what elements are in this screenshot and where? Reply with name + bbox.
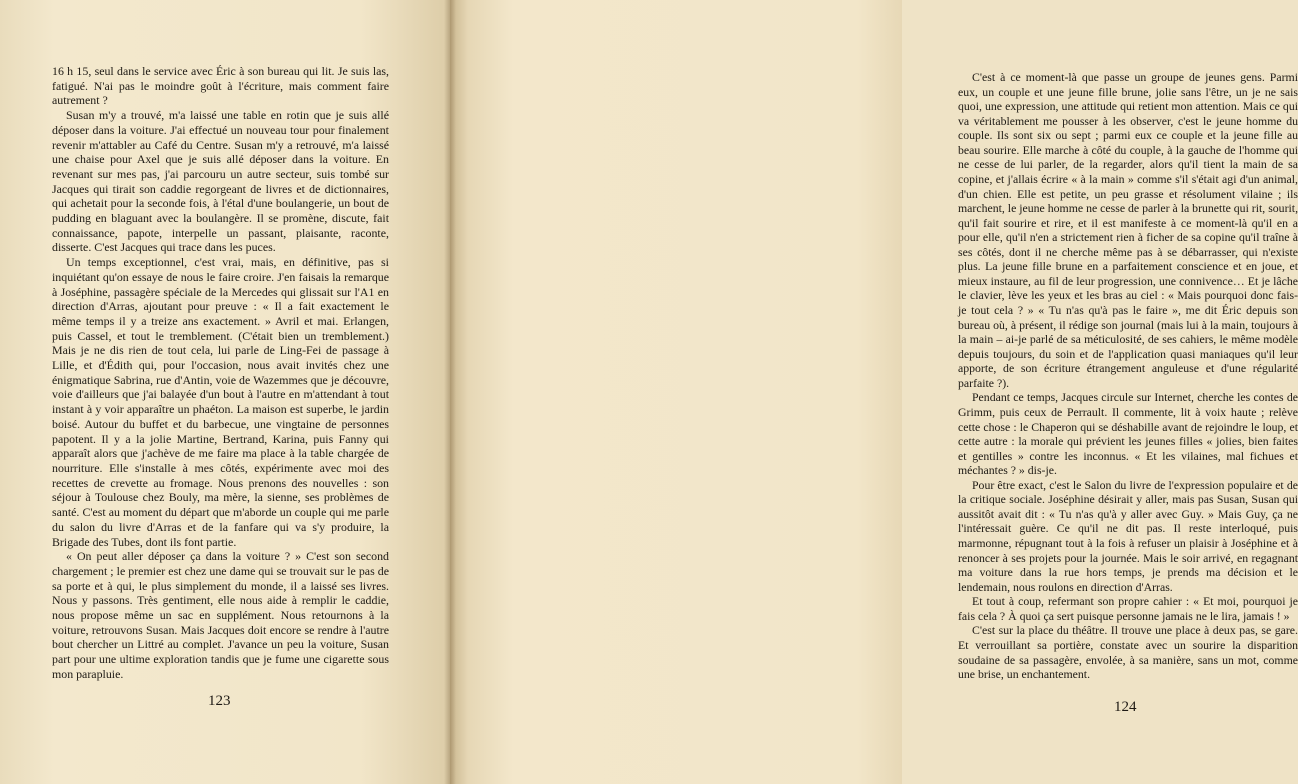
paragraph: C'est sur la place du théâtre. Il trouve une place à deux pas, se gare. Et verrouillant sa portière, constate avec un sourire la disparition soudaine de sa passagère, envolée, à sa manière, sans un mot, comme une brise, un enchantement. — [958, 623, 1298, 682]
page-number-right: 124 — [1114, 699, 1137, 715]
paragraph: Pendant ce temps, Jacques circule sur Internet, cherche les contes de Grimm, puis ceux de Perrault. Il commente, lit à voix haute ; relève cette chose : le Chaperon qui se déshabille avant de rejoindre le loup, et cette autre : la morale qui prévient les jeunes filles « jolies, bien faites et gentilles » contre les inconnus. « Et les vilaines, mal fichues et méchantes ? » dis-je. — [958, 390, 1298, 478]
book-gutter — [444, 0, 456, 784]
paragraph: 16 h 15, seul dans le service avec Éric à son bureau qui lit. Je suis las, fatigué. N'ai pas le moindre goût à l'écriture, mais comment faire autrement ? — [52, 64, 389, 108]
paragraph: Pour être exact, c'est le Salon du livre de l'expression populaire et de la critique sociale. Joséphine désirait y aller, mais pas Susan, Susan qui aussitôt avait dit : « Tu n'as qu'à y aller avec Guy. » Mais Guy, ça ne l'intéressait guère. Ce qu'il ne dit pas. Il reste interloqué, puis marmonne, répugnant tout à la fois à refuser un plaisir à Joséphine et à renoncer à ses projets pour la journée. Mais le soir arrivé, en regagnant ma voiture dans la rue hors temps, je prends ma décision et le lendemain, nous roulons en direction d'Arras. — [958, 477, 1298, 594]
paragraph: C'est à ce moment-là que passe un groupe de jeunes gens. Parmi eux, un couple et une jeune fille brune, jolie sans l'être, un je ne sais quoi, une expression, une attitude qui retient mon attention. Mais ce qui va véritablement me pousser à les observer, c'est le jeune homme du couple. Ils sont six ou sept ; parmi eux ce couple et la jeune fille au beau sourire. Elle marche à côté du couple, à la gauche de l'homme qui ne cesse de lui parler, de la regarder, alors qu'il tient la main de sa copine, et j'allais écrire « à la main » comme s'il s'était agi d'un animal, d'un chien. Elle est petite, un peu grasse et résolument vilaine ; ils marchent, le jeune homme ne cesse de parler à la brunette qui rit, sourit, qu'il fait sourire et rire, et il est manifeste à ce moment-là qu'il en a pour elle, qu'il n'en a strictement rien à ficher de sa copine qu'il traîne à ses côtés, dont il ne cherche même pas à se débarrasser, qui n'existe plus. La jeune fille brune en a parfaitement conscience et en joue, et mieux instaure, au fil de leur progression, une connivence… Et je lâche le clavier, lève les yeux et les bras au ciel : « Mais pourquoi donc fais-je tout cela ? » « Tu n'as qu'à pas le faire », me dit Éric depuis son bureau où, à présent, il rédige son journal (mais lui à la main, toujours à la main – ai-je parlé de sa méticulosité, de ses cahiers, le même modèle depuis toujours, du soin et de l'application quasi maniaques qu'il leur apporte, de son écriture étrangement anguleuse et d'une régularité parfaite ?). — [958, 70, 1298, 390]
paragraph: Et tout à coup, refermant son propre cahier : « Et moi, pourquoi je fais cela ? À quoi ça sert puisque personne jamais ne le lira, jamais ! » — [958, 594, 1298, 623]
paragraph: « On peut aller déposer ça dans la voiture ? » C'est son second chargement ; le premier est chez une dame qui se trouvait sur le pas de sa porte et à qui, le plus simplement du monde, il a laissé ses livres. Nous y passons. Très gentiment, elle nous aide à remplir le caddie, nous propose même un sac en supplément. Nous retournons à la voiture, retrouvons Susan. Mais Jacques doit encore se rendre à l'autre bout chercher un Littré au complet. J'avance un peu la voiture, Susan part pour une ultime exploration tandis que je fume une cigarette sous mon parapluie. — [52, 549, 389, 681]
right-page-text — [958, 70, 1298, 682]
paragraph: Susan m'y a trouvé, m'a laissé une table en rotin que je suis allé déposer dans la voiture. J'ai effectué un nouveau tour pour finalement revenir m'attabler au Café du Centre. Susan m'y a retrouvé, m'a laissé une chaise pour Axel que je suis allé déposer dans la voiture. En revenant sur mes pas, j'ai parcouru un autre secteur, suis tombé sur Jacques qui tirait son caddie regorgeant de livres et de dictionnaires, qui achetait pour la seconde fois, à l'étal d'une boulangerie, un bout de pudding en blaguant avec la boulangère. Il se promène, discute, fait connaissance, papote, interpelle un passant, plaisante, raconte, disserte. C'est Jacques qui trace dans les puces. — [52, 108, 389, 255]
right-page — [450, 0, 1298, 784]
left-page — [0, 0, 450, 784]
page-number-left: 123 — [208, 693, 231, 709]
left-page-text — [52, 64, 389, 682]
paragraph: Un temps exceptionnel, c'est vrai, mais, en définitive, pas si inquiétant qu'on essaye de nous le faire croire. J'en faisais la remarque à Joséphine, passagère spéciale de la Mercedes qui glissait sur l'A1 en direction d'Arras, ajoutant pour preuve : « Il a fait exactement le même temps il y a treize ans exactement. » Avril et mai. Erlangen, puis Cassel, et tout le tremblement. (C'était bien un tremblement.) Mais je ne dis rien de tout cela, lui parle de Ling-Fei de passage à Lille, et d'Édith qui, pour l'occasion, nous avait invités chez une énigmatique Sabrina, rue d'Antin, voie de Wazemmes que je découvre, voie d'ailleurs que j'ai balayée d'un bout à l'autre en m'attendant à tout instant à y voir apparaître un phaéton. La maison est superbe, le jardin boisé. Autour du buffet et du barbecue, une vingtaine de personnes papotent. Il y a la jolie Martine, Bertrand, Karina, puis Fanny qui apparaît alors que j'achève de me faire ma place à la table chargée de nourriture. Elle s'installe à mes côtés, expérimente avec moi des recettes de crevette au fromage. Nous prenons des nouvelles : son séjour à Toulouse chez Bouly, ma mère, la sienne, ses problèmes de santé. C'est au moment du départ que m'aborde un couple qui me parle du salon du livre d'Arras et de la fanfare qui va s'y produire, la Brigade des Tubes, dont ils font partie. — [52, 255, 389, 549]
